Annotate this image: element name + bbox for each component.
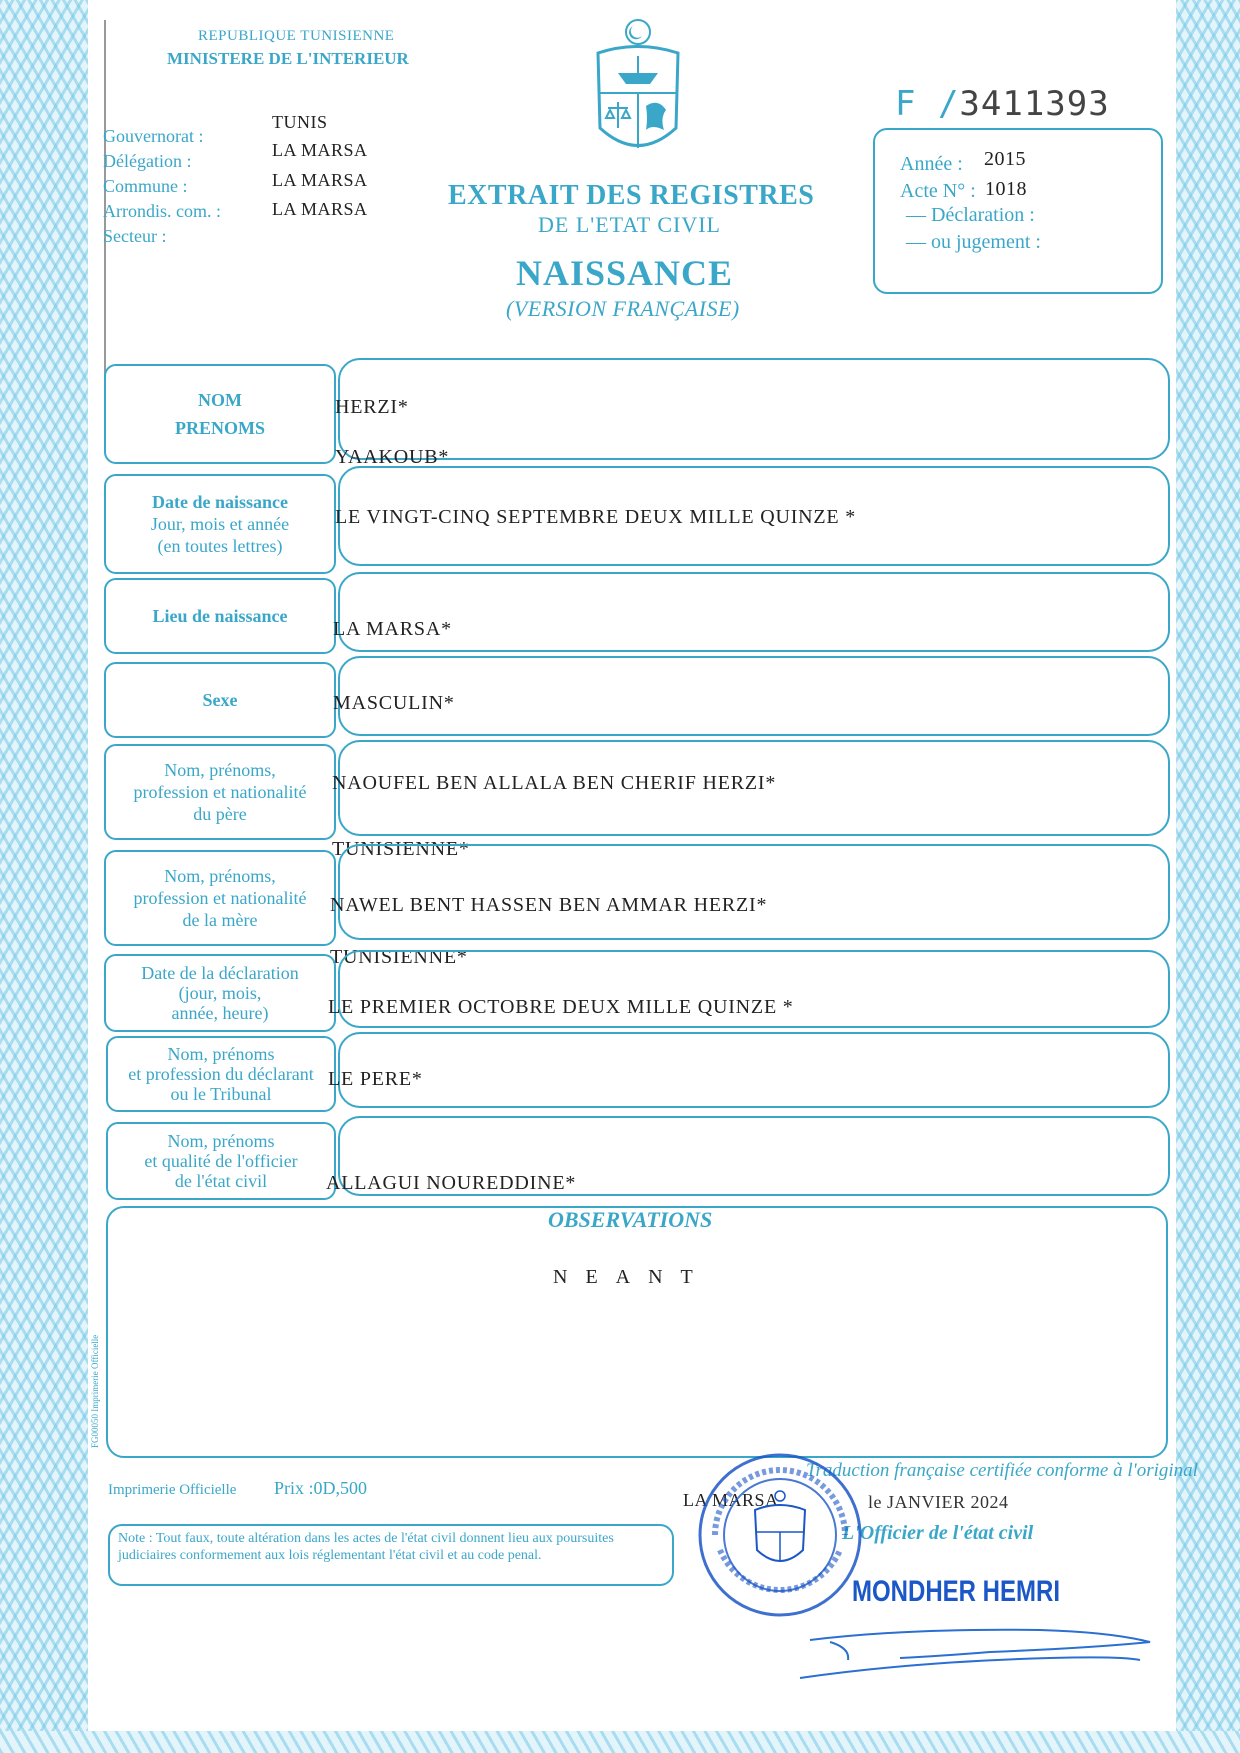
row-label-line: (en toutes lettres) [157, 536, 283, 556]
row-value-box-mere [338, 844, 1170, 940]
row-label-line: Lieu de naissance [152, 606, 288, 626]
annee-label: Année : [900, 153, 963, 175]
row-value-box-sexe [338, 656, 1170, 736]
title-etat-civil: DE L'ETAT CIVIL [538, 212, 721, 237]
guilloche-border-left [0, 0, 88, 1753]
row-label-line: Date de naissance [152, 492, 288, 512]
row-label-line: profession et nationalité [133, 888, 307, 908]
title-naissance: NAISSANCE [516, 253, 734, 293]
printer-label: Imprimerie Officielle [108, 1482, 237, 1498]
lieu-naissance-value: LA MARSA* [333, 618, 452, 640]
row-label-line: Sexe [202, 690, 238, 710]
arrondissement-label: Arrondis. com. : [103, 201, 221, 221]
row-label-line: Jour, mois et année [150, 514, 290, 534]
observations-value: NEANT [553, 1266, 711, 1288]
delegation-label: Délégation : [103, 151, 192, 171]
serial-number [895, 84, 1110, 124]
row-value-box-lieu [338, 572, 1170, 652]
jugement-label: — ou jugement : [906, 231, 1041, 253]
acte-number-label: Acte N° : [900, 180, 976, 202]
row-label-line: PRENOMS [175, 418, 265, 438]
guilloche-border-bottom [0, 1731, 1240, 1753]
row-label-line: Nom, prénoms [167, 1044, 275, 1064]
row-label-nom [104, 364, 336, 464]
serial-prefix: F / [895, 84, 960, 124]
date-declaration-value: LE PREMIER OCTOBRE DEUX MILLE QUINZE * [328, 996, 794, 1018]
arrondissement-value: LA MARSA [272, 199, 368, 219]
prenom-value: YAAKOUB* [335, 446, 450, 468]
row-label-lieu-naissance [104, 578, 336, 654]
gouvernorat-label: Gouvernorat : [103, 126, 204, 146]
annee-value: 2015 [984, 148, 1026, 170]
observations-box [106, 1206, 1168, 1458]
row-label-mere [104, 850, 336, 946]
price-label: Prix :0D,500 [274, 1478, 368, 1498]
officer-name: MONDHER HEMRI [852, 1575, 1060, 1608]
signature-icon [790, 1600, 1170, 1690]
ministry-label: MINISTERE DE L'INTERIEUR [167, 49, 409, 68]
title-extrait: EXTRAIT DES REGISTRES [448, 180, 815, 211]
legal-note: Note : Tout faux, toute altération dans les actes de l'état civil donnent lieu aux poursuites judiciaires conformement aux lois réglementant l'état civil et au code penal. [108, 1524, 674, 1586]
row-label-declarant [106, 1036, 336, 1112]
pere-nationalite: TUNISIENNE* [332, 838, 470, 860]
row-label-pere [104, 744, 336, 840]
row-label-date-declaration [104, 954, 336, 1032]
observations-title: OBSERVATIONS [548, 1207, 713, 1232]
row-label-line: Nom, prénoms, [164, 760, 276, 780]
row-value-box-nom [338, 358, 1170, 460]
mere-nationalite: TUNISIENNE* [330, 946, 468, 968]
acte-number-value: 1018 [985, 178, 1027, 200]
officer-title: L'Officier de l'état civil [842, 1522, 1034, 1544]
declaration-label: — Déclaration : [906, 204, 1035, 226]
row-label-date-naissance [104, 474, 336, 574]
row-label-line: et profession du déclarant [128, 1064, 314, 1084]
row-label-line: Nom, prénoms [167, 1131, 275, 1151]
row-label-line: du père [193, 804, 247, 824]
row-label-line: de la mère [182, 910, 258, 930]
row-label-sexe [104, 662, 336, 738]
commune-label: Commune : [103, 176, 188, 196]
commune-value: LA MARSA [272, 170, 368, 190]
nom-value: HERZI* [335, 396, 409, 418]
row-label-line: profession et nationalité [133, 782, 307, 802]
declarant-value: LE PERE* [328, 1068, 423, 1090]
republic-label: REPUBLIQUE TUNISIENNE [198, 28, 395, 44]
coat-of-arms-icon [588, 18, 688, 168]
official-stamp-icon [695, 1450, 865, 1620]
secteur-label: Secteur : [103, 226, 167, 246]
row-label-line: NOM [198, 390, 242, 410]
serial-value: 3411393 [959, 84, 1110, 124]
row-label-line: Date de la déclaration [141, 963, 299, 983]
pere-value: NAOUFEL BEN ALLALA BEN CHERIF HERZI* [332, 772, 777, 794]
cert-line: Traduction française certifiée conforme à l'original [806, 1460, 1198, 1481]
row-label-line: ou le Tribunal [170, 1084, 272, 1104]
place-value: LA MARSA [683, 1490, 779, 1510]
date-naissance-value: LE VINGT-CINQ SEPTEMBRE DEUX MILLE QUINZE * [335, 506, 857, 528]
mere-value: NAWEL BENT HASSEN BEN AMMAR HERZI* [330, 894, 768, 916]
row-label-officier [106, 1122, 336, 1200]
row-label-line: de l'état civil [174, 1171, 268, 1191]
row-value-box-declarant [338, 1032, 1170, 1108]
gouvernorat-value: TUNIS [272, 112, 328, 132]
date-value: le JANVIER 2024 [868, 1492, 1009, 1512]
guilloche-border-right [1176, 0, 1240, 1753]
title-version: (VERSION FRANÇAISE) [506, 296, 740, 321]
row-label-line: (jour, mois, [178, 983, 262, 1003]
row-label-line: et qualité de l'officier [144, 1151, 298, 1171]
sexe-value: MASCULIN* [333, 692, 455, 714]
officier-value: ALLAGUI NOUREDDINE* [326, 1172, 577, 1194]
delegation-value: LA MARSA [272, 140, 368, 160]
row-label-line: Nom, prénoms, [164, 866, 276, 886]
side-code: FG00050 Imprimerie Officielle [90, 1334, 100, 1448]
row-label-line: année, heure) [171, 1003, 269, 1023]
